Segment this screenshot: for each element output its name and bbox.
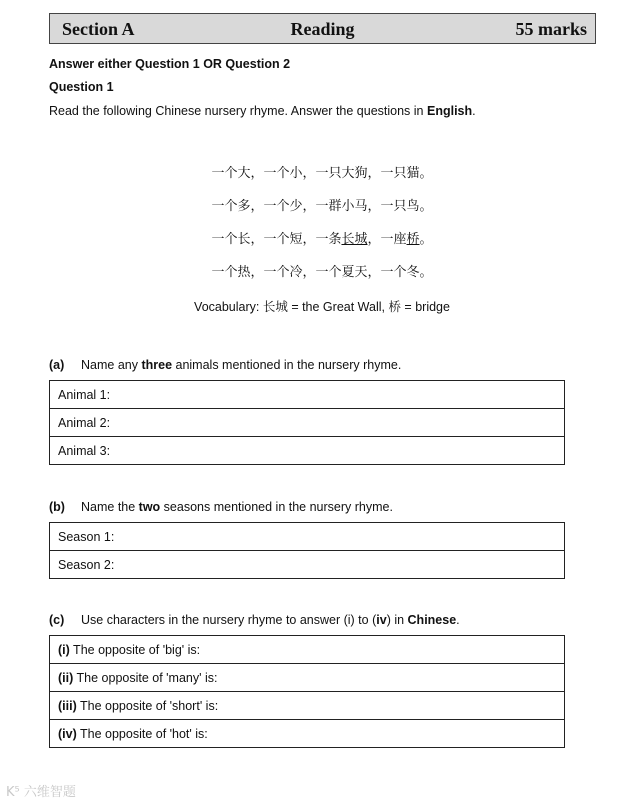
watermark-logo: K⁵ 六维智题 — [6, 785, 76, 800]
part-a-label: (a) — [49, 358, 65, 372]
intro-bold: English — [426, 104, 473, 118]
row-iv-text: The opposite of 'hot' is: — [76, 726, 208, 741]
opposites-answer-table — [49, 635, 565, 748]
row-iii-number: (iii) — [58, 698, 77, 713]
part-c-text-2: ) in — [386, 613, 408, 627]
row-i-number: (i) — [58, 642, 70, 657]
part-c-label: (c) — [49, 613, 65, 627]
part-a-question — [49, 358, 401, 372]
part-a-before: Name any — [81, 358, 142, 372]
part-c-text-3: . — [456, 613, 460, 627]
intro-after: . — [472, 104, 476, 118]
row-ii-text: The opposite of 'many' is: — [73, 670, 218, 685]
part-c-question — [49, 613, 460, 627]
section-label: Section A — [62, 19, 135, 39]
part-a-after: animals mentioned in the nursery rhyme. — [172, 358, 402, 372]
vocabulary-line: Vocabulary: 长城 = the Great Wall, 桥 = bridge — [194, 300, 450, 314]
intro-text — [49, 104, 476, 118]
opposite-many-field[interactable] — [50, 664, 565, 692]
part-c-bold-1: iv — [376, 613, 387, 627]
row-ii-number: (ii) — [58, 670, 74, 685]
part-c-text-1: Use characters in the nursery rhyme to answer (i) to ( — [81, 613, 377, 627]
section-header — [49, 13, 596, 44]
rhyme-underline-great-wall: 长城 — [341, 232, 368, 247]
marks-label: 55 marks — [515, 19, 587, 39]
rhyme-line-3-post: 。 — [419, 232, 433, 247]
row-iv-number: (iv) — [58, 726, 77, 741]
animal-3-field[interactable]: Animal 3: — [50, 437, 565, 465]
rhyme-line-1: 一个大，一个小，一只大狗，一只猫。 — [211, 166, 433, 181]
instruction: Answer either Question 1 OR Question 2 — [49, 57, 291, 71]
subject-label: Reading — [290, 19, 355, 39]
part-b-label: (b) — [49, 500, 65, 514]
opposite-hot-field[interactable] — [50, 720, 565, 748]
part-a-bold: three — [141, 358, 173, 372]
part-b-question — [49, 500, 393, 514]
opposite-short-field[interactable] — [50, 692, 565, 720]
question-title: Question 1 — [49, 80, 114, 94]
rhyme-underline-bridge: 桥 — [406, 232, 420, 247]
rhyme-line-3-pre: 一个长，一个短，一条 — [211, 232, 342, 247]
animals-answer-table — [49, 380, 565, 465]
season-2-field[interactable]: Season 2: — [50, 551, 565, 579]
opposite-big-field[interactable] — [50, 636, 565, 664]
rhyme-line-2: 一个多，一个少，一群小马，一只鸟。 — [211, 199, 433, 214]
row-iii-text: The opposite of 'short' is: — [76, 698, 219, 713]
row-i-text: The opposite of 'big' is: — [69, 642, 201, 657]
rhyme-line-4: 一个热，一个冷，一个夏天，一个冬。 — [211, 265, 433, 280]
rhyme-line-3-mid: ，一座 — [367, 232, 407, 247]
part-b-bold: two — [138, 500, 161, 514]
part-c-bold-2: Chinese — [407, 613, 457, 627]
animal-1-field[interactable]: Animal 1: — [50, 381, 565, 409]
part-b-after: seasons mentioned in the nursery rhyme. — [160, 500, 393, 514]
season-1-field[interactable]: Season 1: — [50, 523, 565, 551]
intro-before: Read the following Chinese nursery rhyme. Answer the questions in — [49, 104, 427, 118]
part-b-before: Name the — [81, 500, 139, 514]
rhyme-line-3 — [0, 228, 644, 247]
seasons-answer-table — [49, 522, 565, 579]
animal-2-field[interactable]: Animal 2: — [50, 409, 565, 437]
